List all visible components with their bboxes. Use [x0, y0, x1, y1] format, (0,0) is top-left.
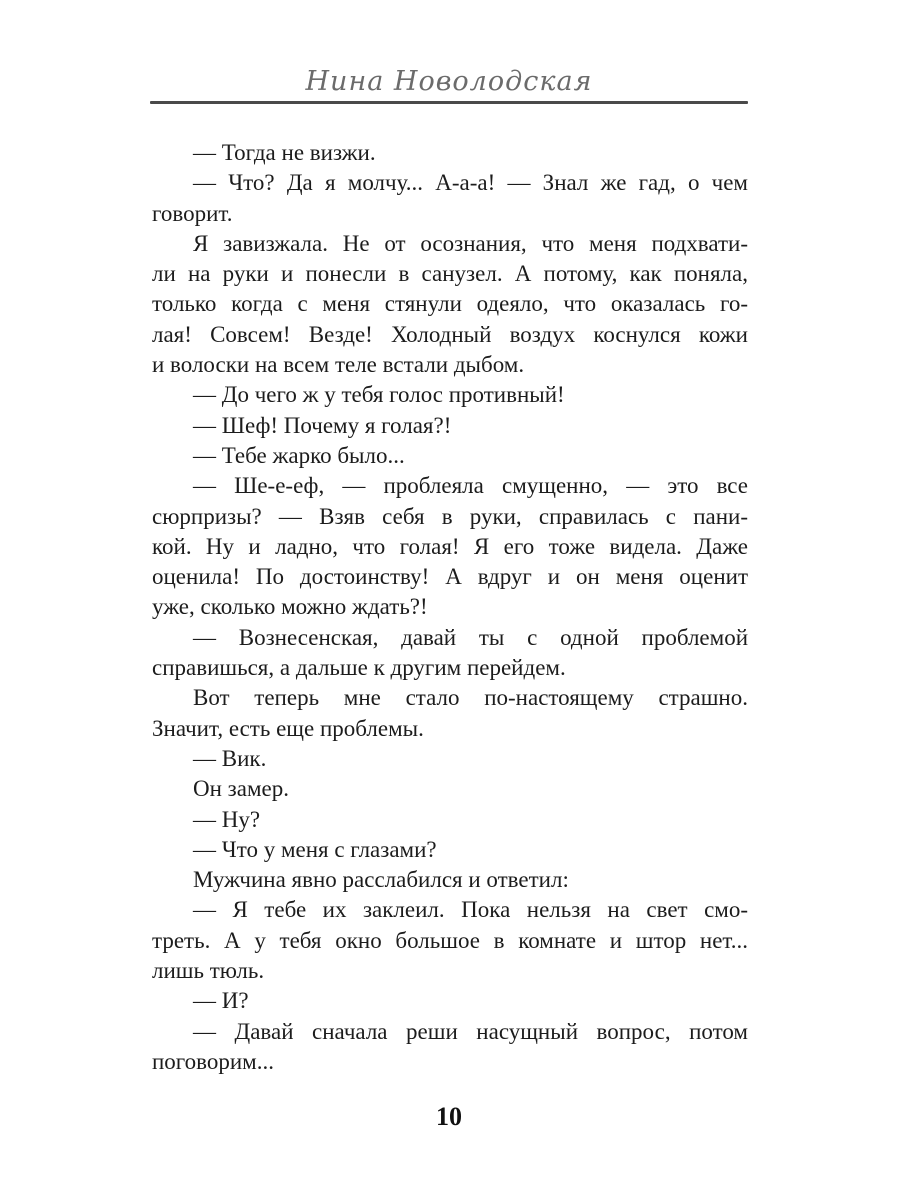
text-line: уже, сколько можно ждать?!	[152, 594, 428, 620]
text-line: лишь тюль.	[152, 958, 265, 984]
text-line: — Что? Да я молчу... А-а-а! — Знал же гад, о чем	[193, 170, 748, 196]
text-line: треть. А у тебя окно большое в комнате и штор нет...	[152, 927, 748, 953]
text-line: поговорим...	[152, 1048, 274, 1074]
text-line: — Я тебе их заклеил. Пока нельзя на свет смо-	[193, 897, 748, 923]
text-line: — Вознесенская, давай ты с одной проблемой	[193, 624, 748, 650]
text-line: кой. Ну и ладно, что голая! Я его тоже видела. Даже	[152, 533, 748, 559]
text-line: — Тогда не визжи.	[193, 140, 376, 165]
text-line: лая! Совсем! Везде! Холодный воздух коснулся кожи	[152, 321, 748, 347]
text-line: Мужчина явно расслабился и ответил:	[193, 867, 569, 893]
text-line: только когда с меня стянули одеяло, что оказалась го-	[152, 291, 748, 317]
text-line: Вот теперь мне стало по-настоящему страшно.	[193, 685, 748, 711]
text-line: — Ну?	[193, 806, 261, 832]
text-line: Значит, есть еще проблемы.	[152, 715, 424, 741]
text-line: оценила! По достоинству! А вдруг и он меня оценит	[152, 564, 748, 590]
text-line: — Давай сначала реши насущный вопрос, потом	[193, 1018, 748, 1044]
text-line: говорит.	[152, 200, 233, 226]
page-number: 10	[436, 1102, 462, 1131]
text-line: — Что у меня с глазами?	[193, 836, 437, 862]
body-text	[152, 138, 748, 1077]
text-line: — Тебе жарко было...	[193, 442, 405, 468]
running-header-author: Нина Новолодская	[305, 66, 593, 97]
text-line: сюрпризы? — Взяв себя в руки, справилась с пани-	[152, 503, 748, 529]
text-line: Я завизжала. Не от осознания, что меня подхвати-	[193, 230, 748, 256]
text-line: — До чего ж у тебя голос противный!	[193, 382, 565, 408]
text-line: справишься, а дальше к другим перейдем.	[152, 655, 566, 681]
text-line: ли на руки и понесли в санузел. А потому, как поняла,	[152, 261, 748, 287]
text-line: Он замер.	[193, 776, 289, 802]
header-rule	[150, 101, 748, 104]
text-line: — Вик.	[193, 745, 267, 771]
text-line: — И?	[193, 988, 249, 1014]
text-line: — Шеф! Почему я голая?!	[193, 412, 452, 438]
text-line: — Ше-е-еф, — проблеяла смущенно, — это все	[193, 473, 748, 499]
text-line: и волоски на всем теле встали дыбом.	[152, 352, 525, 378]
